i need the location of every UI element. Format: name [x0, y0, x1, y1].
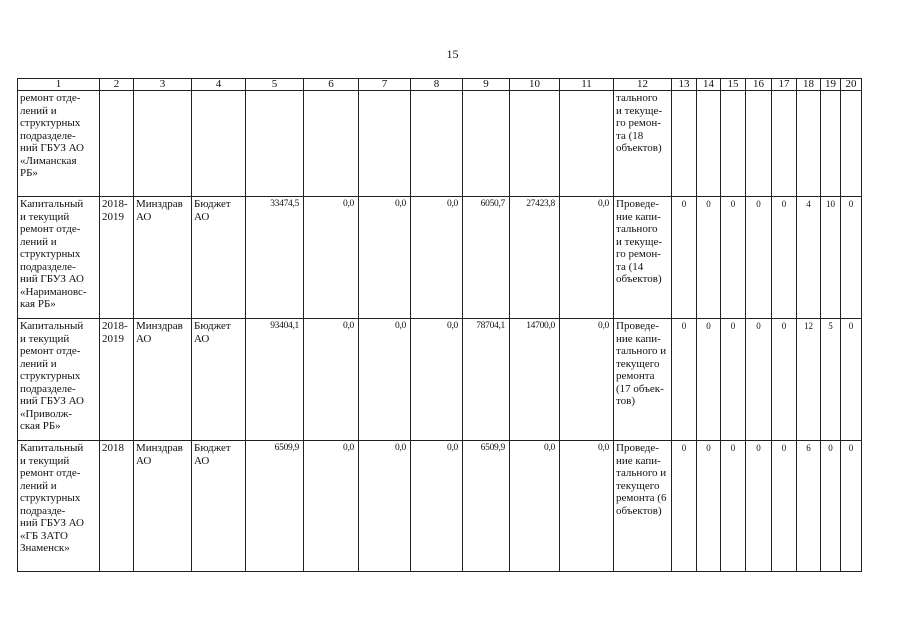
amount-cell: 0,0: [304, 441, 359, 572]
amount-cell: [463, 91, 510, 197]
column-number-3: 3: [134, 79, 192, 91]
indicator-cell: [746, 91, 772, 197]
table-row: [18, 197, 862, 319]
column-number-7: 7: [359, 79, 411, 91]
event-name-cell: Капитальный и текущий ремонт отде- лений и структурных подразделе- ний ГБУЗ АО «Наримановс- кая РБ»: [18, 197, 100, 319]
indicator-cell: 0: [746, 197, 772, 319]
indicator-cell: 4: [797, 197, 821, 319]
column-number-16: 16: [746, 79, 772, 91]
amount-cell: [246, 91, 304, 197]
table-row: [18, 441, 862, 572]
indicator-cell: 0: [746, 319, 772, 441]
indicator-cell: 0: [841, 197, 862, 319]
indicator-cell: 0: [672, 197, 697, 319]
indicator-cell: 10: [821, 197, 841, 319]
amount-cell: 0,0: [560, 197, 614, 319]
indicator-cell: 0: [841, 319, 862, 441]
indicator-cell: 0: [841, 441, 862, 572]
program-table: [17, 78, 862, 572]
indicator-cell: [841, 91, 862, 197]
executor-cell: Минздрав АО: [134, 319, 192, 441]
indicator-cell: 0: [772, 319, 797, 441]
indicator-cell: 0: [721, 441, 746, 572]
amount-cell: 0,0: [359, 319, 411, 441]
period-cell: 2018- 2019: [100, 319, 134, 441]
column-number-13: 13: [672, 79, 697, 91]
amount-cell: 0,0: [560, 319, 614, 441]
column-number-5: 5: [246, 79, 304, 91]
indicator-cell: [672, 91, 697, 197]
indicator-cell: 0: [746, 441, 772, 572]
amount-cell: 0,0: [304, 197, 359, 319]
executor-cell: [134, 91, 192, 197]
indicator-cell: [772, 91, 797, 197]
amount-cell: 6509,9: [246, 441, 304, 572]
amount-cell: 0,0: [560, 441, 614, 572]
column-number-20: 20: [841, 79, 862, 91]
amount-cell: 0,0: [411, 319, 463, 441]
column-number-8: 8: [411, 79, 463, 91]
indicator-cell: 5: [821, 319, 841, 441]
table-row: [18, 91, 862, 197]
event-name-cell: Капитальный и текущий ремонт отде- лений и структурных подразделе- ний ГБУЗ АО «Приволж- ская РБ»: [18, 319, 100, 441]
amount-cell: 14700,0: [510, 319, 560, 441]
column-number-10: 10: [510, 79, 560, 91]
funding-source-cell: Бюджет АО: [192, 441, 246, 572]
amount-cell: 0,0: [359, 441, 411, 572]
event-name-cell: ремонт отде- лений и структурных подразделе- ний ГБУЗ АО «Лиманская РБ»: [18, 91, 100, 197]
indicator-cell: [697, 91, 721, 197]
funding-source-cell: Бюджет АО: [192, 197, 246, 319]
indicator-cell: 0: [772, 441, 797, 572]
amount-cell: [304, 91, 359, 197]
amount-cell: [411, 91, 463, 197]
indicator-cell: [797, 91, 821, 197]
column-number-19: 19: [821, 79, 841, 91]
amount-cell: 0,0: [411, 197, 463, 319]
column-number-6: 6: [304, 79, 359, 91]
indicator-cell: 0: [721, 197, 746, 319]
table-body: [18, 79, 862, 572]
amount-cell: 0,0: [304, 319, 359, 441]
period-cell: 2018: [100, 441, 134, 572]
amount-cell: 6509,9: [463, 441, 510, 572]
indicator-cell: [821, 91, 841, 197]
result-cell: Проведе- ние капи- тального и текущего ремонта (17 объек- тов): [614, 319, 672, 441]
page-number: 15: [446, 47, 459, 61]
column-number-row: [18, 79, 862, 91]
amount-cell: [510, 91, 560, 197]
indicator-cell: 0: [772, 197, 797, 319]
period-cell: 2018- 2019: [100, 197, 134, 319]
table-row: [18, 319, 862, 441]
result-cell: Проведе- ние капи- тального и текуще- го ремон- та (14 объектов): [614, 197, 672, 319]
indicator-cell: 0: [721, 319, 746, 441]
amount-cell: 33474,5: [246, 197, 304, 319]
event-name-cell: Капитальный и текущий ремонт отде- лений и структурных подразде- ний ГБУЗ АО «ГБ ЗАТО Знаменск»: [18, 441, 100, 572]
column-number-4: 4: [192, 79, 246, 91]
indicator-cell: 0: [697, 441, 721, 572]
column-number-11: 11: [560, 79, 614, 91]
column-number-17: 17: [772, 79, 797, 91]
funding-source-cell: Бюджет АО: [192, 319, 246, 441]
amount-cell: 0,0: [510, 441, 560, 572]
column-number-1: 1: [18, 79, 100, 91]
amount-cell: [560, 91, 614, 197]
result-cell: тального и текуще- го ремон- та (18 объектов): [614, 91, 672, 197]
amount-cell: 6050,7: [463, 197, 510, 319]
column-number-9: 9: [463, 79, 510, 91]
executor-cell: Минздрав АО: [134, 441, 192, 572]
amount-cell: 0,0: [359, 197, 411, 319]
indicator-cell: [721, 91, 746, 197]
column-number-15: 15: [721, 79, 746, 91]
indicator-cell: 0: [821, 441, 841, 572]
indicator-cell: 6: [797, 441, 821, 572]
indicator-cell: 0: [672, 319, 697, 441]
amount-cell: [359, 91, 411, 197]
column-number-18: 18: [797, 79, 821, 91]
amount-cell: 78704,1: [463, 319, 510, 441]
column-number-2: 2: [100, 79, 134, 91]
indicator-cell: 0: [697, 319, 721, 441]
amount-cell: 0,0: [411, 441, 463, 572]
amount-cell: 93404,1: [246, 319, 304, 441]
indicator-cell: 0: [672, 441, 697, 572]
executor-cell: Минздрав АО: [134, 197, 192, 319]
column-number-14: 14: [697, 79, 721, 91]
column-number-12: 12: [614, 79, 672, 91]
result-cell: Проведе- ние капи- тального и текущего ремонта (6 объектов): [614, 441, 672, 572]
indicator-cell: 12: [797, 319, 821, 441]
funding-source-cell: [192, 91, 246, 197]
indicator-cell: 0: [697, 197, 721, 319]
period-cell: [100, 91, 134, 197]
amount-cell: 27423,8: [510, 197, 560, 319]
